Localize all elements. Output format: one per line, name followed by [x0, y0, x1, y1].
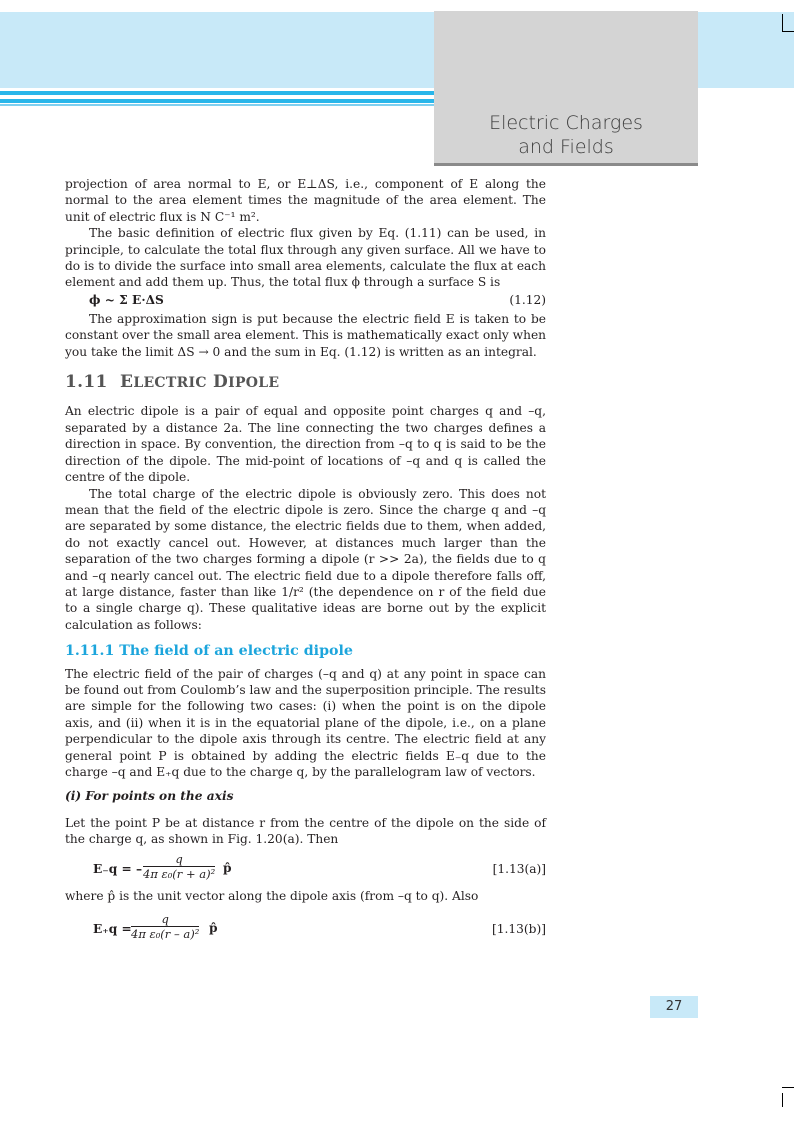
- crop-mark: [782, 31, 794, 32]
- paragraph: The basic definition of electric flux given by Eq. (1.11) can be used, in principle, to calculate the total flux through any given surface. All we have to do is to divide the surface into small area elements, calculate the flux at each element and add them up. Thus, the total flux ϕ through a surface S is: [65, 226, 546, 290]
- subsection-heading: 1.11.1 The field of an electric dipole: [65, 643, 353, 660]
- chapter-title-box: [434, 11, 698, 166]
- main-column: [65, 176, 546, 948]
- case-heading: (i) For points on the axis: [65, 789, 234, 804]
- equation-lhs: E₋q = –: [93, 861, 143, 876]
- crop-mark: [782, 1087, 794, 1088]
- paragraph: An electric dipole is a pair of equal and opposite point charges q and –q, separated by a distance 2a. The line connecting the two charges defines a direction in space. By convention, the direction from –q to q is said to be the direction of the dipole. The mid-point of locations of –q and q is called the centre of the dipole.: [65, 404, 546, 485]
- paragraph: The electric field of the pair of charges (–q and q) at any point in space can be found out from Coulomb’s law and the superposition principle. The results are simple for the following two cases: (i) when the point is on the dipole axis, and (ii) when it is in the equatorial plane of the dipole, i.e., on a plane perpendicular to the dipole axis through its centre. The electric field at any general point P is obtained by adding the electric fields E₋q due to the charge –q and E₊q due to the charge q, by the parallelogram law of vectors.: [65, 666, 546, 779]
- unit-vector: p̂: [223, 860, 232, 875]
- equation-number: [1.13(a)]: [492, 861, 546, 876]
- equation-lhs: E₊q =: [93, 922, 132, 937]
- section-heading: 1.11 ELECTRIC DIPOLE: [65, 372, 280, 393]
- fraction: $\frac{q}{\text{4π ε₀(r + a)²}}$: [143, 851, 216, 881]
- equation-1-13b: [65, 912, 546, 946]
- paragraph: projection of area normal to E, or E⊥ΔS, i.e., component of E along the normal to the area element times the magnitude of the area element. The unit of electric flux is N C⁻¹ m².: [65, 177, 546, 224]
- paragraph: The approximation sign is put because the electric field E is taken to be constant over the small area element. This is mathematically exact only when you take the limit ΔS → 0 and the sum in Eq. (1.12) is written as an integral.: [65, 311, 547, 359]
- page-number: 27: [650, 996, 698, 1018]
- chapter-title: Electric Charges and Fields: [489, 112, 643, 158]
- paragraph: Let the point P be at distance r from the centre of the dipole on the side of the charge q, as shown in Fig. 1.20(a). Then: [65, 815, 546, 847]
- equation-number: (1.12): [509, 292, 546, 307]
- crop-mark: [782, 14, 783, 32]
- header-stripe: [0, 91, 434, 95]
- equation-1-13a: [65, 852, 546, 886]
- equation-number: [1.13(b)]: [492, 922, 546, 937]
- unit-vector: p̂: [209, 921, 218, 936]
- equation-1-12: [65, 291, 546, 311]
- header-stripe: [0, 99, 434, 103]
- paragraph: The total charge of the electric dipole is obviously zero. This does not mean that the field of the electric dipole is zero. Since the charge q and –q are separated by some distance, the electric fields due to them, when added, do not exactly cancel out. However, at distances much larger than the separation of the two charges forming a dipole (r >> 2a), the fields due to q and –q nearly cancel out. The electric field due to a dipole therefore falls off, at large distance, faster than like 1/r² (the dependence on r of the field due to a single charge q). These qualitative ideas are borne out by the explicit calculation as follows:: [65, 486, 546, 632]
- fraction: $\frac{q}{\text{4π ε₀(r – a)²}}$: [131, 912, 200, 942]
- equation-body: ϕ ~ Σ E·ΔS: [89, 292, 164, 307]
- crop-mark: [782, 1093, 783, 1107]
- header-stripe: [0, 104, 434, 106]
- paragraph: where p̂ is the unit vector along the dipole axis (from –q to q). Also: [65, 888, 479, 903]
